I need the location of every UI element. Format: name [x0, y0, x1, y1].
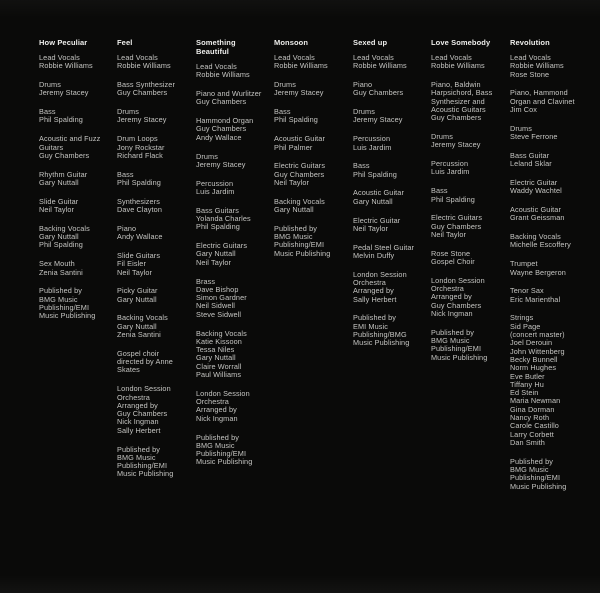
credit-name: Grant Geissman	[510, 213, 565, 223]
credit-group	[353, 244, 425, 261]
credit-name: Publishing/EMI	[274, 240, 325, 250]
credit-role: London Session	[353, 269, 407, 279]
credit-group	[196, 330, 268, 380]
credit-name: Jeremy Stacey	[196, 159, 246, 169]
credit-group	[117, 108, 189, 125]
credit-role: Percussion	[353, 134, 391, 144]
credit-role: Bass Guitars	[196, 205, 239, 215]
credit-group	[510, 458, 582, 491]
credit-role: Slide Guitars	[117, 250, 161, 260]
credit-role: Bass	[431, 186, 448, 196]
credit-role: Acoustic Guitar	[510, 205, 561, 215]
credit-group	[117, 287, 189, 304]
credit-name: Neil Taylor	[117, 267, 153, 277]
credit-group	[196, 180, 268, 197]
credits-column-revolution	[510, 38, 582, 501]
credit-role: London Session	[117, 384, 171, 394]
credit-group	[196, 90, 268, 107]
credit-name: Phil Spalding	[431, 194, 475, 204]
credit-name: Melvin Duffy	[353, 250, 395, 260]
credit-name: Gary Nuttall	[39, 232, 79, 242]
credit-role: Bass Synthesizer	[117, 80, 175, 90]
credit-name: Gospel Choir	[431, 257, 475, 267]
credit-name: Tiffany Hu	[510, 379, 544, 389]
credit-group	[39, 171, 111, 188]
credit-role: Backing Vocals	[196, 328, 247, 338]
credit-name: Orchestra	[117, 392, 150, 402]
credit-group	[510, 54, 582, 79]
credit-group	[274, 225, 346, 258]
credit-group	[431, 277, 503, 318]
credit-role: Acoustic and Fuzz	[39, 134, 101, 144]
credit-role: Drum Loops	[117, 134, 158, 144]
credit-name: Acoustic Guitars	[431, 104, 486, 114]
credit-name: Neil Sidwell	[196, 301, 235, 311]
credit-group	[117, 350, 189, 375]
credit-group	[117, 135, 189, 160]
credit-role: Rhythm Guitar	[39, 169, 88, 179]
credit-name: Phil Spalding	[353, 169, 397, 179]
credit-group	[117, 252, 189, 277]
song-title: Something Beautiful	[196, 38, 236, 56]
credit-group	[274, 108, 346, 125]
credit-name: Larry Corbett	[510, 429, 554, 439]
credit-role: Published by	[196, 432, 239, 442]
credit-name: Eve Butler	[510, 371, 545, 381]
credit-name: Neil Taylor	[274, 177, 310, 187]
credit-group	[431, 329, 503, 362]
credit-name: Joel Derouin	[510, 338, 553, 348]
credit-name: Robbie Williams	[274, 61, 328, 71]
credit-group	[196, 278, 268, 319]
credit-group	[196, 207, 268, 232]
credit-name: Publishing/BMG	[353, 330, 407, 340]
credit-name: Arranged by	[353, 286, 394, 296]
credit-role: Published by	[510, 456, 553, 466]
credit-name: BMG Music	[510, 464, 549, 474]
credit-name: (concert master)	[510, 330, 565, 340]
credit-group	[39, 54, 111, 71]
credit-role: Brass	[196, 276, 216, 286]
credit-name: Arranged by	[117, 400, 158, 410]
credit-name: Dave Bishop	[196, 284, 239, 294]
credit-role: Published by	[274, 223, 317, 233]
credit-name: Dan Smith	[510, 437, 545, 447]
credit-group	[431, 133, 503, 150]
credit-name: Richard Flack	[117, 150, 163, 160]
credit-group	[431, 160, 503, 177]
credit-name: Nick Ingman	[431, 309, 473, 319]
credit-group	[510, 152, 582, 169]
credit-name: Robbie Williams	[196, 70, 250, 80]
credit-name: Music Publishing	[39, 311, 96, 321]
credit-group	[510, 89, 582, 114]
credit-role: Lead Vocals	[510, 53, 551, 62]
credit-role: Piano, Baldwin	[431, 80, 481, 90]
credit-name: Rose Stone	[510, 69, 550, 79]
credit-group	[39, 225, 111, 250]
credit-name: Orchestra	[196, 397, 229, 407]
credit-role: Drums	[510, 123, 532, 133]
credit-role: Backing Vocals	[117, 313, 168, 323]
song-title: Love Somebody	[431, 38, 491, 47]
credit-name: Gary Nuttall	[196, 249, 236, 259]
credit-group	[353, 81, 425, 98]
credit-name: Claire Worrall	[196, 361, 242, 371]
credit-name: Robbie Williams	[353, 61, 407, 71]
credit-name: Harpsichord, Bass	[431, 88, 493, 98]
credit-role: Published by	[353, 313, 396, 323]
credit-group	[510, 179, 582, 196]
credit-name: Katie Kissoon	[196, 336, 242, 346]
credit-group	[39, 135, 111, 160]
credit-group	[196, 153, 268, 170]
credit-group	[117, 225, 189, 242]
credit-role: Gospel choir	[117, 348, 160, 358]
credit-group	[196, 242, 268, 267]
credit-group	[196, 390, 268, 423]
credit-name: Guy Chambers	[39, 150, 90, 160]
credit-name: Tessa Niles	[196, 345, 235, 355]
credit-role: Drums	[196, 151, 218, 161]
credit-role: Bass	[117, 169, 134, 179]
credit-name: Robbie Williams	[510, 61, 564, 71]
credit-role: Percussion	[196, 178, 234, 188]
credit-name: Steve Sidwell	[196, 309, 242, 319]
credit-name: Steve Ferrone	[510, 132, 558, 142]
credit-role: Bass	[353, 161, 370, 171]
credit-role: Bass	[39, 107, 56, 117]
credit-group	[117, 446, 189, 479]
credit-role: Hammond Organ	[196, 116, 254, 126]
credit-role: Electric Guitars	[431, 213, 483, 223]
credit-role: Piano and Wurlitzer	[196, 89, 262, 99]
credit-group	[353, 314, 425, 347]
credit-name: Guy Chambers	[431, 221, 482, 231]
song-title: Feel	[117, 38, 133, 47]
credit-role: Drums	[431, 132, 453, 142]
credit-name: Neil Taylor	[353, 223, 389, 233]
credit-name: Sally Herbert	[117, 425, 161, 435]
credit-group	[431, 81, 503, 122]
credit-name: Neil Taylor	[431, 229, 467, 239]
credit-name: Simon Gardner	[196, 293, 247, 303]
credit-name: Gary Nuttall	[117, 294, 157, 304]
credit-name: Leland Sklar	[510, 159, 552, 169]
credit-name: Guy Chambers	[196, 97, 247, 107]
credit-role: Backing Vocals	[274, 196, 325, 206]
credit-name: BMG Music	[431, 336, 470, 346]
credit-name: Sid Page	[510, 321, 541, 331]
credit-name: Michelle Escoffery	[510, 240, 571, 250]
credit-group	[196, 434, 268, 467]
credits-column-something-beautiful	[196, 38, 268, 477]
credit-name: Luis Jardim	[353, 142, 392, 152]
credit-name: Phil Spalding	[39, 240, 83, 250]
credit-name: Synthesizer and	[431, 96, 485, 106]
credit-name: Andy Wallace	[117, 232, 163, 242]
credit-name: Ed Stein	[510, 388, 539, 398]
credit-role: Piano	[117, 223, 137, 233]
credit-role: Rose Stone	[431, 248, 471, 258]
credit-name: Eric Marienthal	[510, 294, 561, 304]
credit-group	[39, 287, 111, 320]
credit-role: Drums	[353, 107, 375, 117]
credit-role: Electric Guitars	[274, 161, 326, 171]
credit-name: Guy Chambers	[196, 124, 247, 134]
credit-name: Guy Chambers	[431, 113, 482, 123]
credit-group	[117, 171, 189, 188]
credit-role: Strings	[510, 313, 534, 323]
song-title: Sexed up	[353, 38, 388, 47]
credit-group	[431, 54, 503, 71]
song-title: How Peculiar	[39, 38, 88, 47]
credit-role: Acoustic Guitar	[353, 188, 404, 198]
credit-name: Jeremy Stacey	[39, 88, 89, 98]
credit-name: Luis Jardim	[431, 167, 470, 177]
credit-group	[39, 108, 111, 125]
credit-role: London Session	[431, 275, 485, 285]
credit-name: Orchestra	[431, 284, 464, 294]
credit-name: BMG Music	[274, 232, 313, 242]
credit-name: Publishing/EMI	[39, 302, 90, 312]
credit-name: Publishing/EMI	[117, 461, 168, 471]
credit-role: Drums	[117, 107, 139, 117]
credit-name: Neil Taylor	[196, 257, 232, 267]
credit-name: John Wittenberg	[510, 346, 565, 356]
credit-group	[39, 81, 111, 98]
credit-name: Maria Newman	[510, 396, 561, 406]
credit-name: Nancy Roth	[510, 413, 550, 422]
credit-name: Arranged by	[196, 405, 237, 415]
credit-group	[353, 135, 425, 152]
credit-name: Paul Williams	[196, 370, 242, 380]
credit-group	[431, 187, 503, 204]
credit-group	[353, 162, 425, 179]
credit-name: Orchestra	[353, 278, 386, 288]
credit-name: Zenia Santini	[39, 267, 83, 277]
credit-name: Guy Chambers	[117, 88, 168, 98]
credit-name: Guy Chambers	[274, 169, 325, 179]
credit-name: Phil Spalding	[274, 115, 318, 125]
credit-name: Phil Spalding	[117, 177, 161, 187]
credit-role: Acoustic Guitar	[274, 134, 325, 144]
credit-name: Wayne Bergeron	[510, 267, 566, 277]
credit-group	[510, 206, 582, 223]
credit-group	[196, 63, 268, 80]
credit-name: Carole Castillo	[510, 421, 559, 431]
credit-name: Jim Cox	[510, 104, 538, 114]
credit-name: Music Publishing	[353, 338, 410, 348]
credit-group	[274, 162, 346, 187]
credit-name: Organ and Clavinet	[510, 96, 575, 106]
credit-name: Phil Spalding	[196, 222, 240, 232]
credit-role: Published by	[39, 286, 82, 296]
credit-name: Guitars	[39, 142, 64, 152]
credit-name: Guy Chambers	[353, 88, 404, 98]
credit-group	[196, 117, 268, 142]
credit-role: Lead Vocals	[196, 62, 237, 71]
credit-name: Guy Chambers	[117, 409, 168, 419]
credit-role: Published by	[431, 327, 474, 337]
credit-name: Gary Nuttall	[196, 353, 236, 363]
credit-group	[117, 198, 189, 215]
credit-group	[274, 81, 346, 98]
credits-column-feel	[117, 38, 189, 489]
credit-name: Fil Eisler	[117, 259, 146, 269]
credit-name: Gary Nuttall	[117, 321, 157, 331]
credits-column-monsoon	[274, 38, 346, 269]
credit-group	[39, 260, 111, 277]
credit-role: Picky Guitar	[117, 286, 158, 296]
credit-name: Becky Bunnell	[510, 354, 558, 364]
credit-name: Publishing/EMI	[510, 473, 561, 483]
credit-group	[510, 314, 582, 447]
credit-name: Andy Wallace	[196, 132, 242, 142]
credit-name: Gina Dorman	[510, 404, 555, 414]
credit-group	[353, 108, 425, 125]
credit-name: Guy Chambers	[431, 300, 482, 310]
credit-name: Waddy Wachtel	[510, 186, 562, 196]
credits-column-how-peculiar	[39, 38, 111, 331]
credit-name: Jeremy Stacey	[353, 115, 403, 125]
credit-name: Robbie Williams	[39, 61, 93, 71]
credit-name: Jony Rockstar	[117, 142, 165, 152]
credit-role: Trumpet	[510, 259, 538, 269]
credit-name: EMI Music	[353, 321, 388, 331]
credit-group	[431, 250, 503, 267]
credit-group	[117, 54, 189, 71]
credit-group	[510, 287, 582, 304]
credit-role: Backing Vocals	[39, 223, 90, 233]
credit-role: London Session	[196, 388, 250, 398]
credit-role: Drums	[274, 80, 296, 90]
credit-role: Pedal Steel Guitar	[353, 242, 415, 252]
credit-group	[510, 125, 582, 142]
credit-role: Published by	[117, 444, 160, 454]
credit-name: Jeremy Stacey	[274, 88, 324, 98]
credit-name: Zenia Santini	[117, 330, 161, 340]
credit-role: Slide Guitar	[39, 196, 79, 206]
credit-role: Piano, Hammond	[510, 88, 568, 98]
credit-role: Lead Vocals	[353, 53, 394, 62]
credit-name: Sally Herbert	[353, 294, 397, 304]
credit-name: BMG Music	[39, 294, 78, 304]
credit-name: Nick Ingman	[196, 413, 238, 423]
credit-name: Phil Spalding	[39, 115, 83, 125]
credit-name: Yolanda Charles	[196, 214, 251, 224]
credit-role: Bass Guitar	[510, 150, 550, 160]
credit-name: Robbie Williams	[431, 61, 485, 71]
credit-group	[274, 135, 346, 152]
credit-group	[353, 271, 425, 304]
credit-role: Lead Vocals	[117, 53, 158, 62]
credit-name: Gary Nuttall	[39, 177, 79, 187]
credit-group	[510, 260, 582, 277]
song-title: Monsoon	[274, 38, 309, 47]
credit-name: Publishing/EMI	[196, 449, 247, 459]
credit-group	[353, 54, 425, 71]
credit-name: Skates	[117, 365, 140, 375]
credit-name: Robbie Williams	[117, 61, 171, 71]
credit-role: Sex Mouth	[39, 259, 75, 269]
credit-group	[39, 198, 111, 215]
credit-role: Bass	[274, 107, 291, 117]
credit-name: Gary Nuttall	[353, 196, 393, 206]
credit-group	[510, 233, 582, 250]
credit-group	[431, 214, 503, 239]
credit-name: Jeremy Stacey	[117, 115, 167, 125]
credit-role: Lead Vocals	[431, 53, 472, 62]
credit-name: Dave Clayton	[117, 205, 163, 215]
song-title: Revolution	[510, 38, 550, 47]
credit-name: Music Publishing	[117, 469, 174, 479]
credit-name: Nick Ingman	[117, 417, 159, 427]
credit-group	[117, 314, 189, 339]
credit-role: Synthesizers	[117, 196, 160, 206]
credit-role: Lead Vocals	[274, 53, 315, 62]
credit-group	[117, 81, 189, 98]
credit-name: Music Publishing	[274, 248, 331, 258]
credit-name: directed by Anne	[117, 357, 173, 367]
credit-name: Music Publishing	[196, 457, 253, 467]
credits-column-sexed-up	[353, 38, 425, 358]
credit-role: Piano	[353, 80, 373, 90]
credit-name: BMG Music	[117, 452, 156, 462]
credit-name: Norm Hughes	[510, 363, 557, 373]
credit-name: Publishing/EMI	[431, 344, 482, 354]
credit-group	[274, 198, 346, 215]
credit-group	[353, 217, 425, 234]
credit-name: Gary Nuttall	[274, 205, 314, 215]
credit-name: Music Publishing	[510, 481, 567, 491]
credit-name: Neil Taylor	[39, 205, 75, 215]
credit-name: Phil Palmer	[274, 142, 313, 152]
credit-role: Electric Guitar	[510, 177, 558, 187]
credits-column-love-somebody	[431, 38, 503, 373]
credit-group	[274, 54, 346, 71]
credit-role: Drums	[39, 80, 61, 90]
credit-name: Luis Jardim	[196, 186, 235, 196]
credit-role: Lead Vocals	[39, 53, 80, 62]
credit-role: Tenor Sax	[510, 286, 544, 296]
credit-role: Electric Guitars	[196, 241, 248, 251]
credit-group	[353, 189, 425, 206]
credit-name: Arranged by	[431, 292, 472, 302]
credit-group	[117, 385, 189, 435]
credit-role: Electric Guitar	[353, 215, 401, 225]
credit-role: Backing Vocals	[510, 232, 561, 242]
credit-name: BMG Music	[196, 440, 235, 450]
credit-name: Jeremy Stacey	[431, 140, 481, 150]
credit-name: Music Publishing	[431, 352, 488, 362]
credit-role: Percussion	[431, 159, 469, 169]
